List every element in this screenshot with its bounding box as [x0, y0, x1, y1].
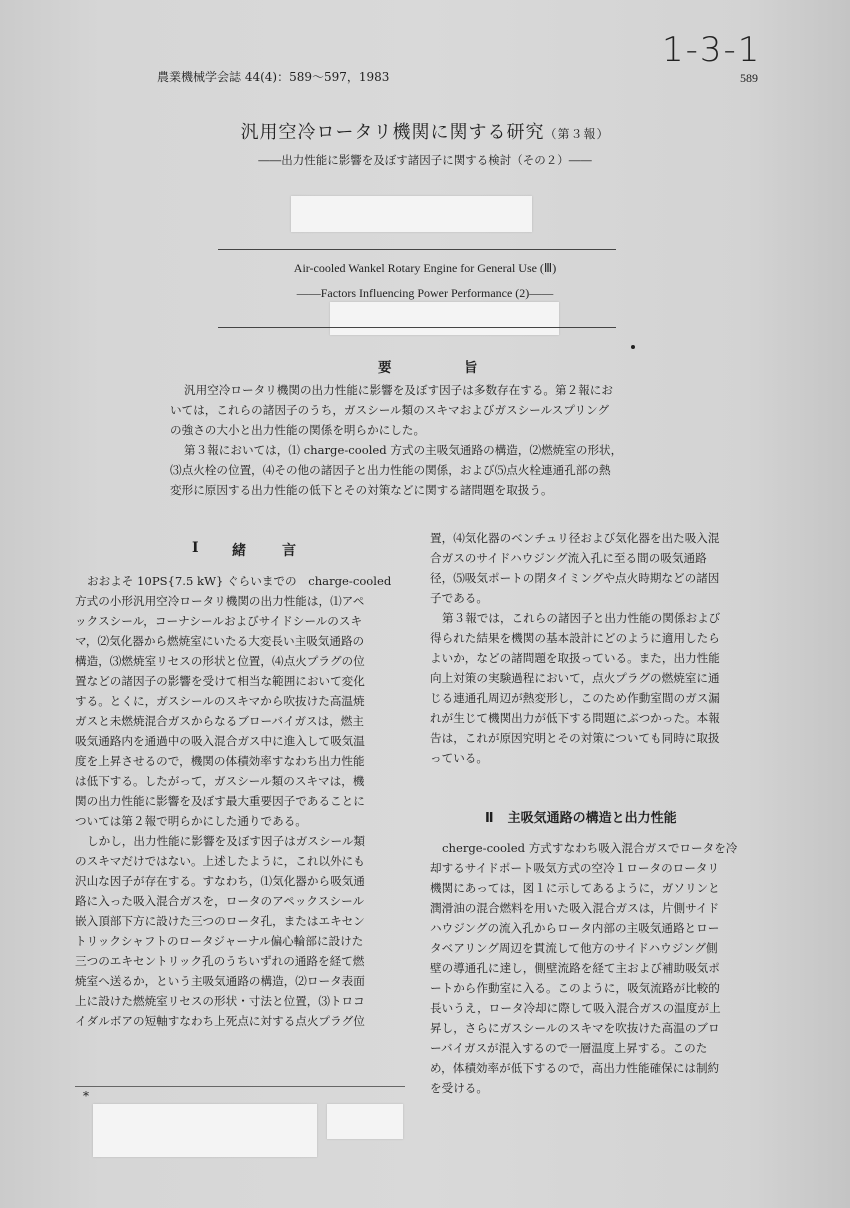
rule-top [218, 249, 616, 250]
speck [631, 345, 635, 349]
subtitle-japanese: ――出力性能に影響を及ぼす諸因子に関する検討（その２）―― [258, 153, 592, 167]
title-japanese [0, 118, 850, 144]
scanned-page: 1-3-1 農業機械学会誌 44(4)：589〜597，1983 589 汎用空冷ロータリ機関に関する研究（第３報） ――出力性能に影響を及ぼす諸因子に関する検討（その２）―― Air-cooled Wankel Rotary Engine for General Use (Ⅲ) ――Factors Influencing Power Performance (2)―― 要 旨 汎用空冷ロータリ機関の出力性能に影響を及ぼす因子は多数存在する。第２報にお いては，これらの諸因子のうち，ガスシール類のスキマおよびガスシールスプリング の強さの大小と出力性能の関係を明らかにした。 第３報においては，⑴ charge-cooled 方式の主吸気通路の構造，⑵燃焼室の形状， ⑶点火栓の位置，⑷その他の諸因子と出力性能の関係，および⑸点火栓連通孔部の熱 変形に原因する出力性能の低下とその対策などに関する諸問題を取扱う。 Ⅰ 緒 言 おおよそ 10PS{7.5 kW} ぐらいまでの charge-cooled 方式の小形汎用空冷ロータリ機関の出力性能は，⑴アペ ックスシール，コーナシールおよびサイドシールのスキ マ，⑵気化器から燃焼室にいたる大変長い主吸気通路の 構造，⑶燃焼室リセスの形状と位置，⑷点火プラグの位 置などの諸因子の影響を受けて相当な範囲において変化 する。とくに，ガスシールのスキマから吹抜けた高温焼 ガスと未燃焼混合ガスからなるブローバイガスは，燃主 吸気通路内を通過中の吸入混合ガス中に進入して吸気温 度を上昇させるので，機関の体積効率すなわち出力性能 は低下する。したがって，ガスシール類のスキマは，機 関の出力性能に影響を及ぼす最大重要因子であることに ついては第２報で明らかにした通りである。 しかし，出力性能に影響を及ぼす因子はガスシール類 のスキマだけではない。上述したように，これ以外にも 沢山な因子が存在する。すなわち，⑴気化器から吸気通 路に入った吸入混合ガスを，ロータのアペックスシール 嵌入頂部下方に設けた三つのロータ孔，またはエキセン トリックシャフトのロータジャーナル偏心輪部に設けた 三つのエキセントリック孔のうちいずれの通路を経て燃 焼室へ送るか，という主吸気通路の構造，⑵ロータ表面 上に設けた燃焼室リセスの形状・寸法と位置，⑶トロコ イダルボアの短軸すなわち上死点に対する点火プラグ位 置，⑷気化器のベンチュリ径および気化器を出た吸入混 合ガスのサイドハウジング流入孔に至る間の吸気通路 径，⑸吸気ポートの閉タイミングや点火時期などの諸因 子である。 第３報では，これらの諸因子と出力性能の関係および 得られた結果を機関の基本設計にどのように適用したら よいか，などの諸問題を取扱っている。また，出力性能 向上対策の実験過程において，点火プラグの燃焼室に通 じる連通孔周辺が熱変形し，このため作動室間のガス漏 れが生じて機関出力が低下する問題にぶつかった。本報 告は，これが原因究明とその対策についても同時に取扱 っている。 Ⅱ 主吸気通路の構造と出力性能 cherge-cooled 方式すなわち吸入混合ガスでロータを冷 却するサイドポート吸気方式の空冷１ロータのロータリ 機関にあっては，図１に示してあるように，ガソリンと 潤滑油の混合燃料を用いた吸入混合ガスは，片側サイド ハウジングの流入孔からロータ内部の主吸気通路とロー タベアリング周辺を貫流して他方のサイドハウジング側 壁の導通孔に達し，側壁流路を経て主および補助吸気ポ ートから作動室に入る。このように，吸気流路が比較的 長いうえ，ロータ冷却に際して吸入混合ガスの温度が上 昇し，さらにガスシールのスキマを吹抜けた高温のブロ ーバイガスが混入するので一層温度上昇する。このた め，体積効率が低下するので，高出力性能確保には制約 を受ける。 * [0, 0, 850, 1208]
redacted-authors-en [330, 302, 559, 335]
section2-body: cherge-cooled 方式すなわち吸入混合ガスでロータを冷 却するサイドポート吸気方式の空冷１ロータのロータリ 機関にあっては，図１に示してあるように，ガソリンと 潤滑油の混合燃料を用いた吸入混合ガスは，片側サイド ハウジングの流入孔からロータ内部の主吸気通路とロー タベアリング周辺を貫流して他方のサイドハウジング側 壁の導通孔に達し，側壁流路を経て主および補助吸気ポ ートから作動室に入る。このように，吸気流路が比較的 長いうえ，ロータ冷却に際して吸入混合ガスの温度が上 昇し，さらにガスシールのスキマを吹抜けた高温のブロ ーバイガスが混入するので一層温度上昇する。このた め，体積効率が低下するので，高出力性能確保には制約 を受ける。 [430, 841, 738, 1095]
title-part: （第３報） [544, 127, 610, 141]
section1-body: おおよそ 10PS{7.5 kW} ぐらいまでの charge-cooled 方式の小形汎用空冷ロータリ機関の出力性能は，⑴アペ ックスシール，コーナシールおよびサイドシールのスキ マ，⑵気化器から燃焼室にいたる大変長い主吸気通路の 構造，⑶燃焼室リセスの形状と位置，⑷点火プラグの位 置などの諸因子の影響を受けて相当な範囲において変化 する。とくに，ガスシールのスキマから吹抜けた高温焼 ガスと未燃焼混合ガスからなるブローバイガスは，燃主 吸気通路内を通過中の吸入混合ガス中に進入して吸気温 度を上昇させるので，機関の体積効率すなわち出力性能 は低下する。したがって，ガスシール類のスキマは，機 関の出力性能に影響を及ぼす最大重要因子であることに ついては第２報で明らかにした通りである。 しかし，出力性能に影響を及ぼす因子はガスシール類 のスキマだけではない。上述したように，これ以外にも 沢山な因子が存在する。すなわち，⑴気化器から吸気通 路に入った吸入混合ガスを，ロータのアペックスシール 嵌入頂部下方に設けた三つのロータ孔，またはエキセン トリックシャフトのロータジャーナル偏心輪部に設けた 三つのエキセントリック孔のうちいずれの通路を経て燃 焼室へ送るか，という主吸気通路の構造，⑵ロータ表面 上に設けた燃焼室リセスの形状・寸法と位置，⑶トロコ イダルボアの短軸すなわち上死点に対する点火プラグ位 [75, 574, 392, 1028]
handwritten-note: 1-3-1 [662, 30, 762, 70]
redacted-authors-ja [291, 196, 532, 232]
subtitle-english: ――Factors Influencing Power Performance (2)―― [296, 286, 554, 300]
footnote-rule [75, 1086, 405, 1087]
right-column-intro: 置，⑷気化器のベンチュリ径および気化器を出た吸入混 合ガスのサイドハウジング流入孔に至る間の吸気通路 径，⑸吸気ポートの閉タイミングや点火時期などの諸因 子である。 第３報では，これらの諸因子と出力性能の関係および 得られた結果を機関の基本設計にどのように適用したら よいか，などの諸問題を取扱っている。また，出力性能 向上対策の実験過程において，点火プラグの燃焼室に通 じる連通孔周辺が熱変形し，このため作動室間のガス漏 れが生じて機関出力が低下する問題にぶつかった。本報 告は，これが原因究明とその対策についても同時に取扱 っている。 [430, 531, 721, 765]
page-number: 589 [740, 71, 758, 85]
footnote-marker: * [83, 1089, 89, 1103]
title-english: Air-cooled Wankel Rotary Engine for General Use (Ⅲ) [293, 261, 557, 275]
journal-citation: 農業機械学会誌 44(4)：589〜597，1983 [157, 70, 390, 84]
abstract-body: 汎用空冷ロータリ機関の出力性能に影響を及ぼす因子は多数存在する。第２報にお いては，これらの諸因子のうち，ガスシール類のスキマおよびガスシールスプリング の強さの大小と出力性能の関係を明らかにした。 第３報においては，⑴ charge-cooled 方式の主吸気通路の構造，⑵燃焼室の形状， ⑶点火栓の位置，⑷その他の諸因子と出力性能の関係，および⑸点火栓連通孔部の熱 変形に原因する出力性能の低下とその対策などに関する諸問題を取扱う。 [170, 383, 623, 497]
title-main: 汎用空冷ロータリ機関に関する研究 [240, 122, 545, 143]
redacted-footnote-right [327, 1104, 403, 1139]
rule-bottom [218, 327, 616, 328]
section2-heading: Ⅱ 主吸気通路の構造と出力性能 [485, 811, 677, 826]
redacted-footnote-left [93, 1104, 317, 1157]
